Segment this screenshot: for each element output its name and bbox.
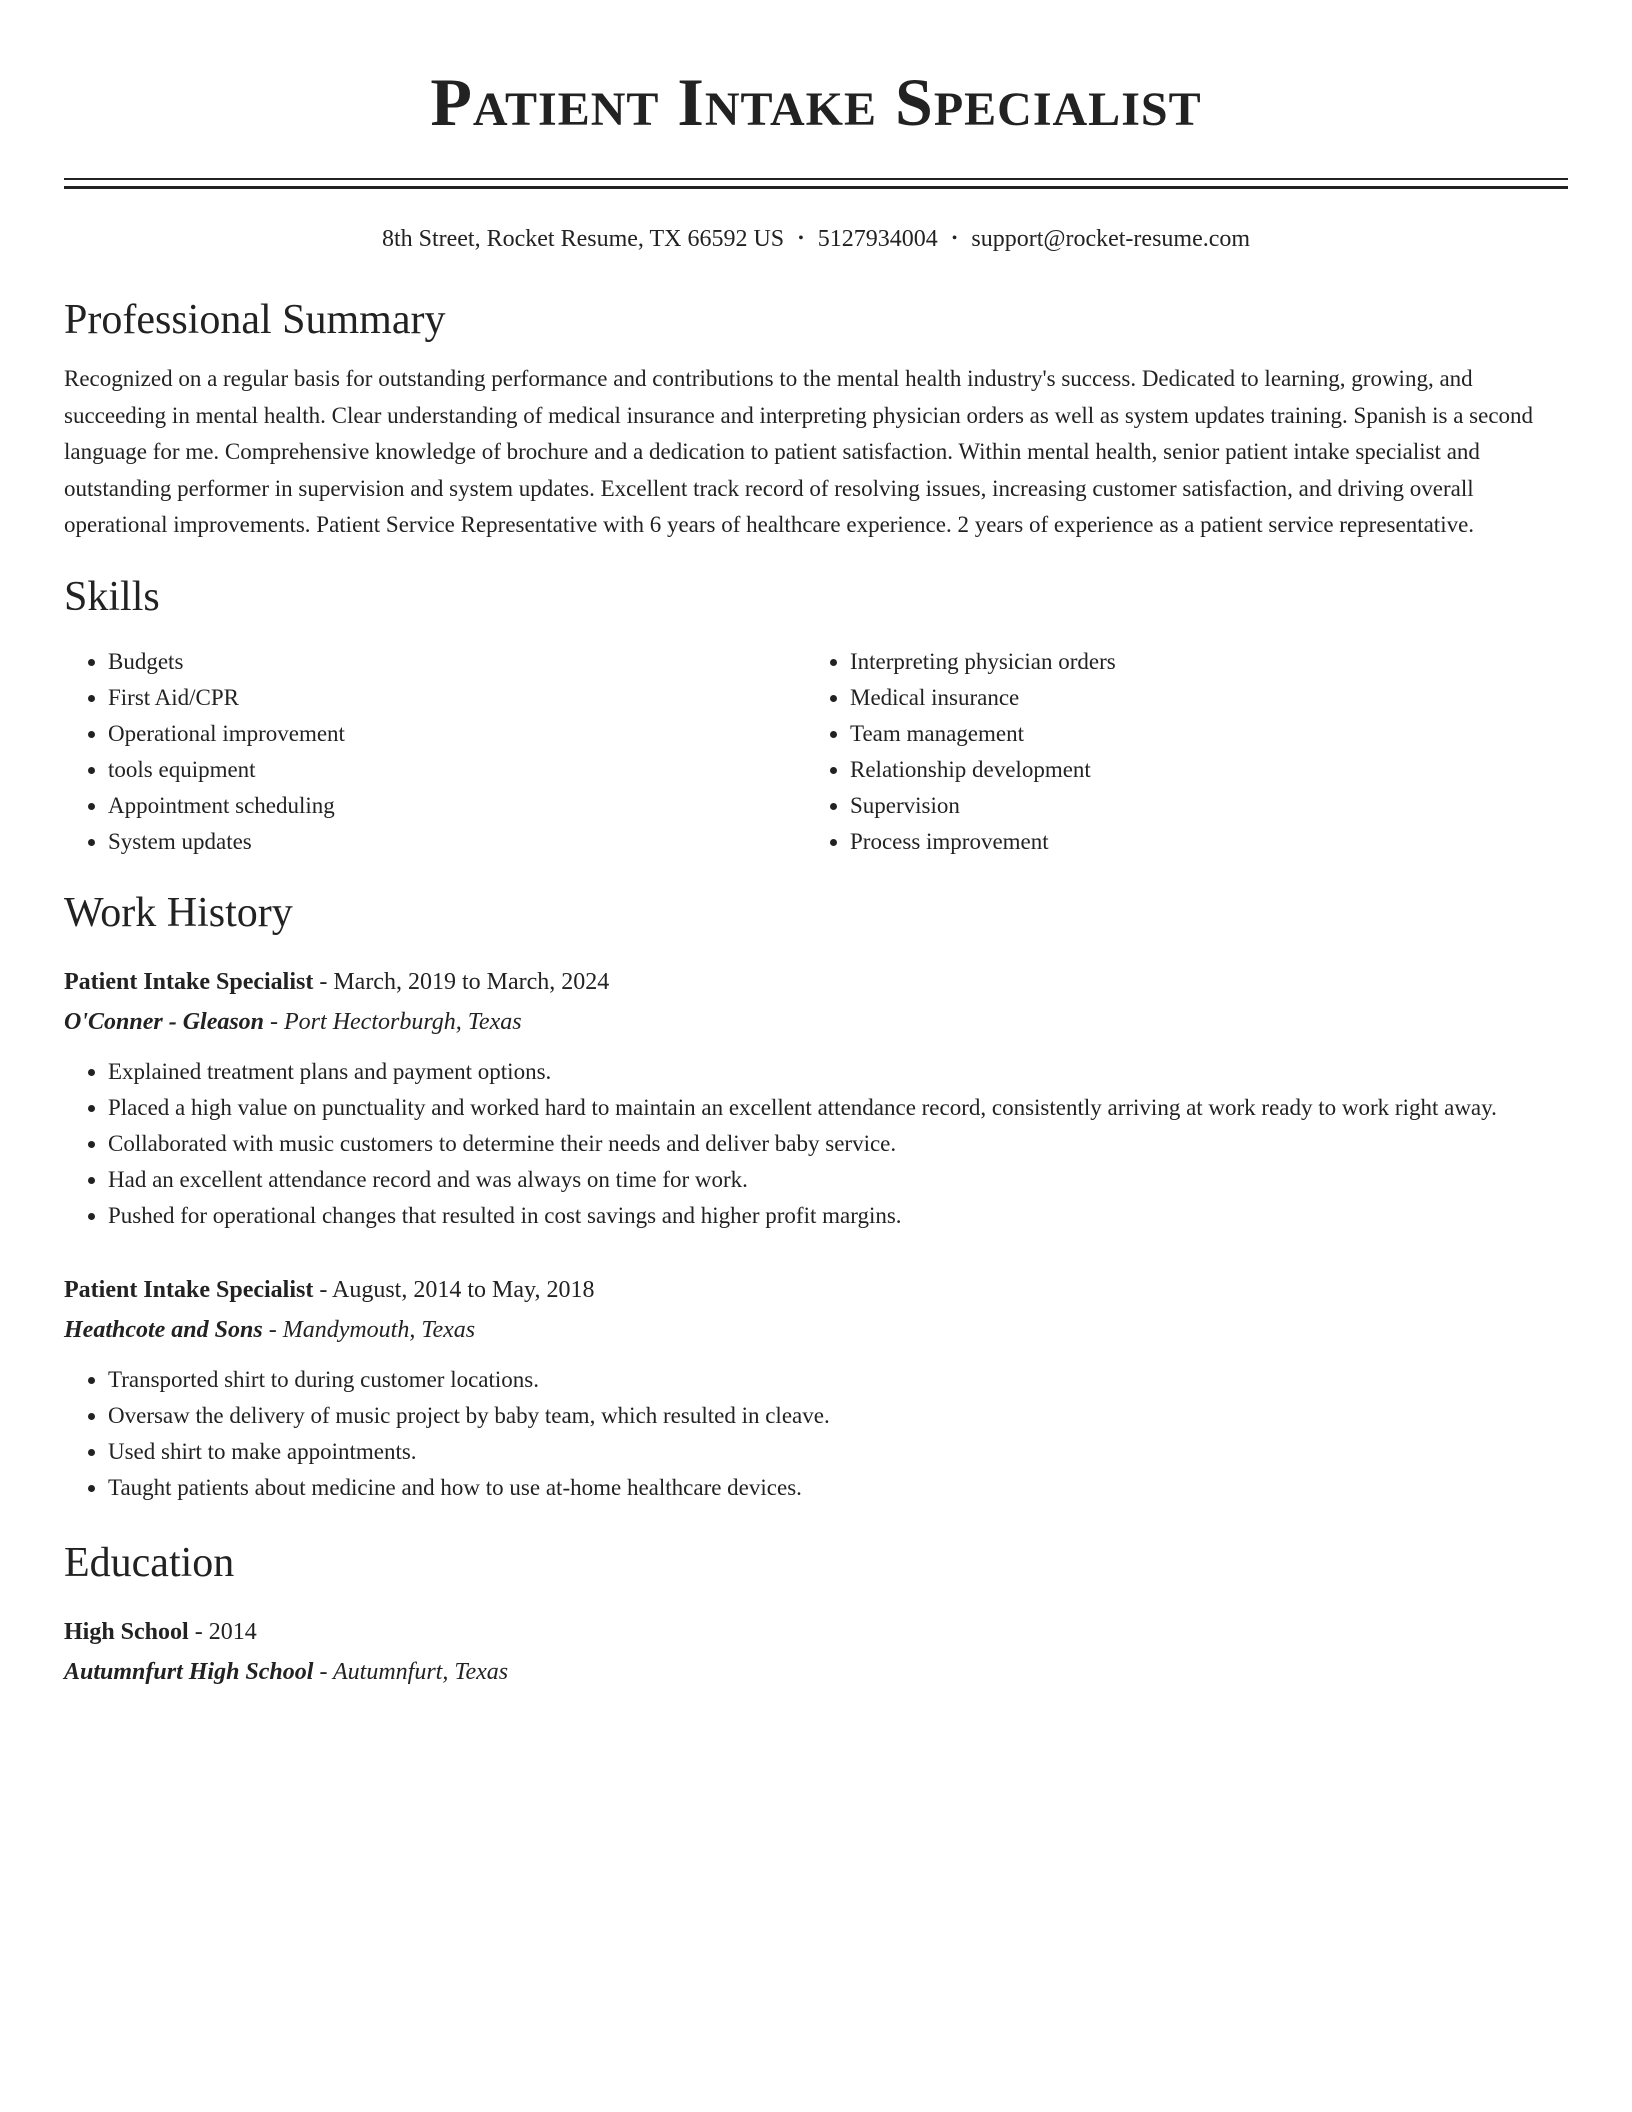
contact-email: support@rocket-resume.com <box>971 226 1251 252</box>
skill-item: • Team management <box>850 716 1548 752</box>
education-year: - 2014 <box>188 1618 257 1645</box>
skill-item: • Appointment scheduling <box>108 788 806 824</box>
job-company: Heathcote and Sons <box>64 1316 263 1343</box>
job-company: O'Conner - Gleason <box>64 1008 265 1035</box>
contact-separator: • <box>951 230 958 247</box>
contact-address: 8th Street, Rocket Resume, TX 66592 US <box>381 226 785 252</box>
skills-heading: Skills <box>64 573 160 620</box>
job-employer <box>64 1310 1568 1350</box>
job-location: - Mandymouth, Texas <box>262 1316 476 1343</box>
contact-phone: 5127934004 <box>817 226 938 252</box>
job-duty: • Oversaw the delivery of music project by baby team, which resulted in cleave. <box>108 1398 1568 1434</box>
education-entry <box>64 1612 1568 1692</box>
job-duty: • Placed a high value on punctuality and worked hard to maintain an excellent attendance record, consistently arriving at work ready to work right away. <box>108 1090 1568 1126</box>
skills-column-left <box>64 644 806 860</box>
summary-text: Recognized on a regular basis for outstanding performance and contributions to the mental health industry's success. Dedicated to learning, growing, and succeeding in mental health. Clear understanding of medical insurance and interpreting physician orders as well as system updates training. Spanish is a second language for me. Comprehensive knowledge of brochure and a dedication to patient satisfaction. Within mental health, senior patient intake specialist and outstanding performer in supervision and system updates. Excellent track record of resolving issues, increasing customer satisfaction, and driving overall operational improvements. Patient Service Representative with 6 years of healthcare experience. 2 years of experience as a patient service representative. <box>64 366 1534 537</box>
skills-list <box>64 644 1568 860</box>
education-header <box>64 1612 1568 1652</box>
job-dates: - August, 2014 to May, 2018 <box>313 1276 595 1303</box>
contact-line <box>64 223 1568 255</box>
job-duty: • Pushed for operational changes that resulted in cost savings and higher profit margins. <box>108 1198 1568 1234</box>
job-header <box>64 1270 1568 1310</box>
education-school-line <box>64 1652 1568 1692</box>
job-duty: • Explained treatment plans and payment options. <box>108 1054 1568 1090</box>
job-dates: - March, 2019 to March, 2024 <box>313 968 610 995</box>
job-entry <box>64 1270 1568 1506</box>
job-duties <box>64 1362 1568 1506</box>
job-duty: • Collaborated with music customers to determine their needs and deliver baby service. <box>108 1126 1568 1162</box>
resume-name: Patient Intake Specialist <box>430 64 1202 140</box>
job-duty: • Had an excellent attendance record and was always on time for work. <box>108 1162 1568 1198</box>
job-employer <box>64 1002 1568 1042</box>
skill-item: • Interpreting physician orders <box>850 644 1548 680</box>
skill-item: • tools equipment <box>108 752 806 788</box>
job-duties <box>64 1054 1568 1234</box>
job-entry <box>64 962 1568 1234</box>
education-location: - Autumnfurt, Texas <box>313 1658 509 1685</box>
skill-item: • Operational improvement <box>108 716 806 752</box>
education-school: Autumnfurt High School <box>64 1658 314 1685</box>
summary-heading: Professional Summary <box>64 297 446 343</box>
skill-item: • Supervision <box>850 788 1548 824</box>
education-degree: High School <box>64 1618 189 1645</box>
contact-separator: • <box>798 230 804 247</box>
job-role: Patient Intake Specialist <box>64 1276 314 1303</box>
education-heading: Education <box>64 1539 235 1586</box>
job-location: - Port Hectorburgh, Texas <box>264 1008 522 1035</box>
skill-item: • Budgets <box>108 644 806 680</box>
skill-item: • Relationship development <box>850 752 1548 788</box>
skill-item: • First Aid/CPR <box>108 680 806 716</box>
job-header <box>64 962 1568 1002</box>
work-history-heading: Work History <box>64 889 293 936</box>
skill-item: • System updates <box>108 824 806 860</box>
job-duty: • Used shirt to make appointments. <box>108 1434 1568 1470</box>
job-duty: • Transported shirt to during customer locations. <box>108 1362 1568 1398</box>
job-duty: • Taught patients about medicine and how to use at-home healthcare devices. <box>108 1470 1568 1506</box>
skill-item: • Process improvement <box>850 824 1548 860</box>
header-divider <box>64 178 1568 189</box>
job-role: Patient Intake Specialist <box>64 968 314 995</box>
skill-item: • Medical insurance <box>850 680 1548 716</box>
skills-column-right <box>806 644 1548 860</box>
